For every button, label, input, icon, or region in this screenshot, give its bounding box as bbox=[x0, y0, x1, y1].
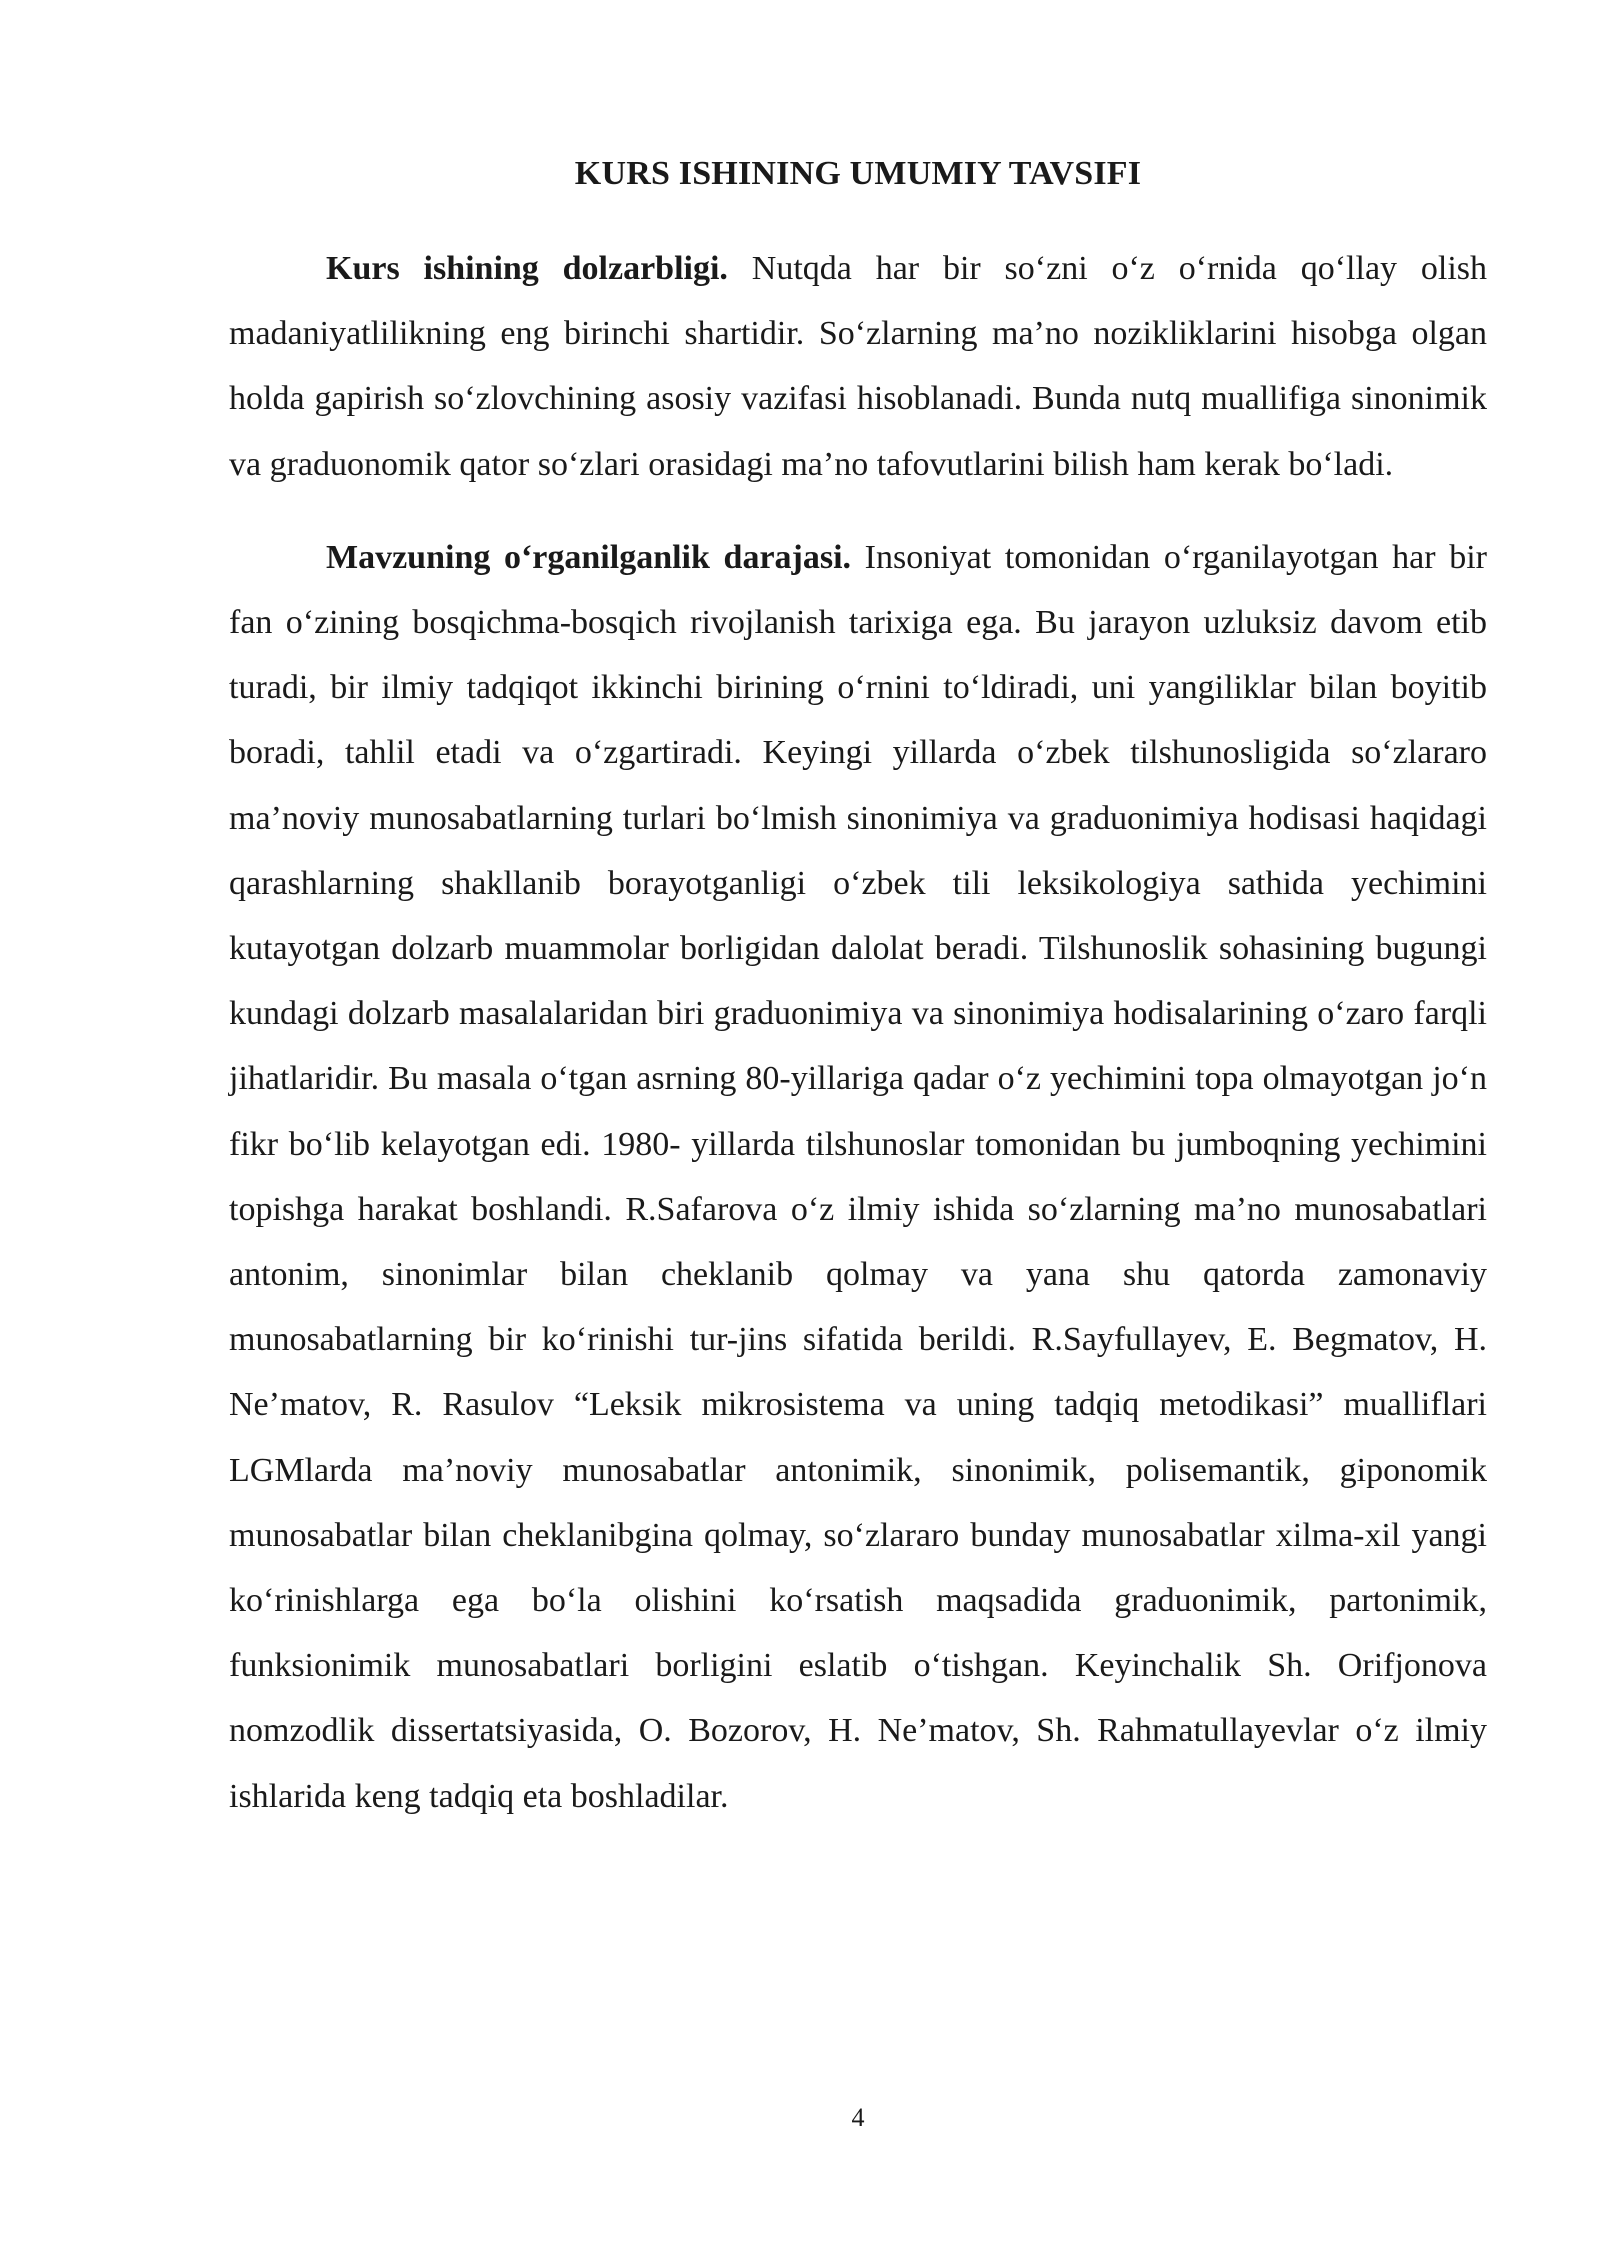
paragraph-heading: Mavzuning o‘rganilganlik darajasi. bbox=[326, 538, 852, 576]
paragraph-study-level bbox=[229, 525, 1487, 1829]
paragraph-relevance bbox=[229, 236, 1487, 497]
paragraph-text: Insoniyat tomonidan o‘rganilayotgan har bir fan o‘zining bosqichma-bosqich rivojlanish tarixiga ega. Bu jarayon uzluksiz davom etib turadi, bir ilmiy tadqiqot ikkinchi birining o‘rnini to‘ldiradi, uni yangiliklar bilan boyitib boradi, tahlil etadi va o‘zgartiradi. Keyingi yillarda o‘zbek tilshunosligida so‘zlararo ma’noviy munosabatlarning turlari bo‘lmish sinonimiya va graduonimiya hodisasi haqidagi qarashlarning shakllanib borayotganligi o‘zbek tili leksikologiya sathida yechimini kutayotgan dolzarb muammolar borligidan dalolat beradi. Tilshunoslik sohasining bugungi kundagi dolzarb masalalaridan biri graduonimiya va sinonimiya hodisalarining o‘zaro farqli jihatlaridir. Bu masala o‘tgan asrning 80-yillariga qadar o‘z yechimini topa olmayotgan jo‘n fikr bo‘lib kelayotgan edi. 1980- yillarda tilshunoslar tomonidan bu jumboqning yechimini topishga harakat boshlandi. R.Safarova o‘z ilmiy ishida so‘zlarning ma’no munosabatlari antonim, sinonimlar bilan cheklanib qolmay va yana shu qatorda zamonaviy munosabatlarning bir ko‘rinishi tur-jins sifatida berildi. R.Sayfullayev, E. Begmatov, H. Ne’matov, R. Rasulov “Leksik mikrosistema va uning tadqiq metodikasi” mualliflari LGMlarda ma’noviy munosabatlar antonimik, sinonimik, polisemantik, giponomik munosabatlar bilan cheklanibgina qolmay, so‘zlararo bunday munosabatlar xilma-xil yangi ko‘rinishlarga ega bo‘la olishini ko‘rsatish maqsadida graduonimik, partonimik, funksionimik munosabatlari borligini eslatib o‘tishgan. Keyinchalik Sh. Orifjonova nomzodlik dissertatsiyasida, O. Bozorov, H. Ne’matov, Sh. Rahmatullayevlar o‘z ilmiy ishlarida keng tadqiq eta boshladilar. bbox=[229, 538, 1487, 1815]
document-body bbox=[229, 236, 1487, 1829]
paragraph-text: Nutqda har bir so‘zni o‘z o‘rnida qo‘llay olish madaniyatlilikning eng birinchi shartidir. So‘zlarning ma’no nozikliklarini hisobga olgan holda gapirish so‘zlovchining asosiy vazifasi hisoblanadi. Bunda nutq muallifiga sinonimik va graduonomik qator so‘zlari orasidagi ma’no tafovutlarini bilish ham kerak bo‘ladi. bbox=[229, 250, 1488, 483]
page-number: 4 bbox=[851, 2103, 865, 2132]
document-title: KURS ISHINING UMUMIY TAVSIFI bbox=[574, 155, 1142, 192]
paragraph-heading: Kurs ishining dolzarbligi. bbox=[326, 250, 728, 287]
